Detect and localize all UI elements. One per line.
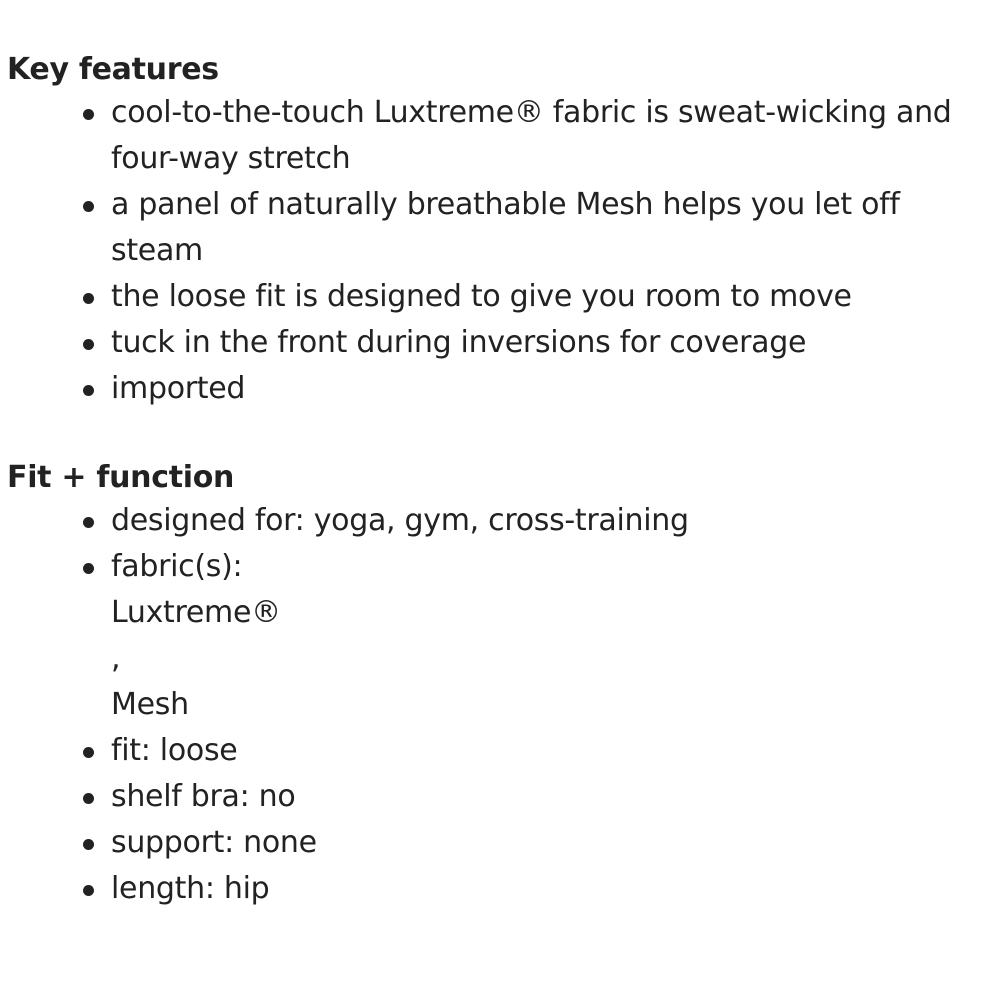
fabric-luxtreme: Luxtreme® xyxy=(111,595,281,630)
list-item: cool-to-the-touch Luxtreme® fabric is sweat-wicking and four-way stretch xyxy=(111,90,991,182)
bullet-icon xyxy=(83,517,94,528)
bullet-icon xyxy=(83,747,94,758)
section-spacer xyxy=(7,412,999,458)
bullet-icon xyxy=(83,563,94,574)
list-item-shelf-bra: shelf bra: no xyxy=(111,774,991,820)
list-item-fit: fit: loose xyxy=(111,728,991,774)
list-item-length: length: hip xyxy=(111,866,991,912)
fabrics-label: fabric(s): xyxy=(111,549,243,584)
bullet-icon xyxy=(83,793,94,804)
bullet-icon xyxy=(83,201,94,212)
bullet-icon xyxy=(83,385,94,396)
bullet-icon xyxy=(83,885,94,896)
list-item: a panel of naturally breathable Mesh helps you let off steam xyxy=(111,182,991,274)
key-features-heading: Key features xyxy=(7,52,219,87)
fit-function-list xyxy=(7,498,999,912)
list-item: tuck in the front during inversions for coverage xyxy=(111,320,991,366)
list-item: the loose fit is designed to give you room to move xyxy=(111,274,991,320)
list-item-support: support: none xyxy=(111,820,991,866)
bullet-icon xyxy=(83,109,94,120)
fit-function-heading: Fit + function xyxy=(7,460,235,495)
bullet-icon xyxy=(83,839,94,850)
key-features-list xyxy=(7,90,999,412)
bullet-icon xyxy=(83,293,94,304)
bullet-icon xyxy=(83,339,94,350)
fabric-separator: , xyxy=(111,641,121,676)
list-item-designed-for: designed for: yoga, gym, cross-training xyxy=(111,498,991,544)
fabric-mesh: Mesh xyxy=(111,687,189,722)
list-item-fabrics xyxy=(111,544,991,728)
list-item: imported xyxy=(111,366,991,412)
